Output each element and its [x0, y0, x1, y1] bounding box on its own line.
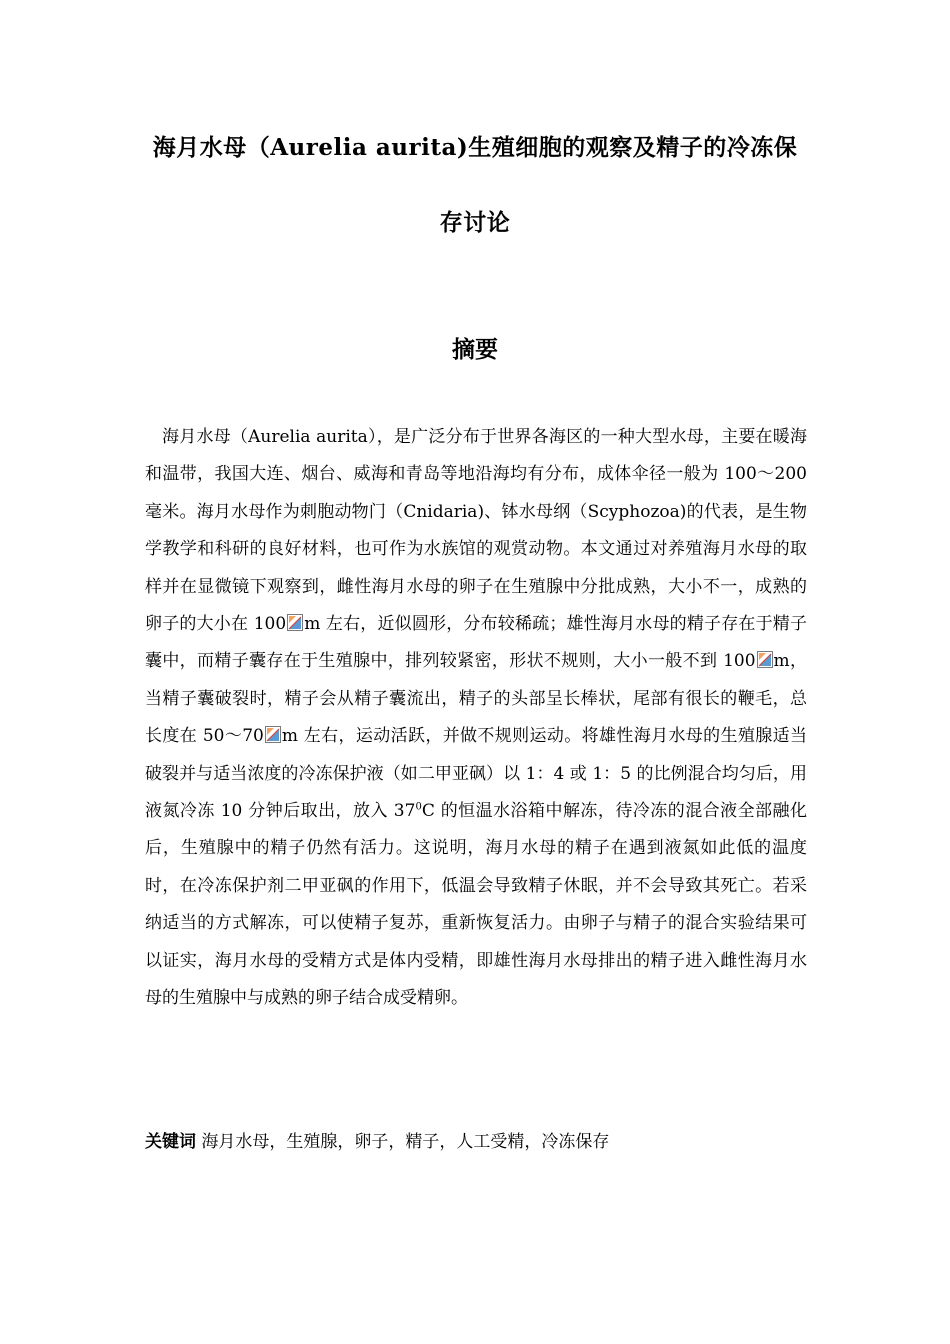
broken-image-icon [265, 726, 281, 743]
abstract-heading: 摘要 [452, 336, 498, 363]
abstract-text-segment: C 的恒温水浴箱中解冻，待冷冻的混合液全部融化后，生殖腺中的精子仍然有活力。这说明，海月水母的精子在遇到液氮如此低的温度时，在冷冻保护剂二甲亚砜的作用下，低温会导致精子休眠，并不会导致其死亡。若采纳适当的方式解冻，可以使精子复苏，重新恢复活力。由卵子与精子的混合实验结果可以证实，海月水母的受精方式是体内受精，即雄性海月水母排出的精子进入雌性海月水母的生殖腺中与成熟的卵子结合成受精卵。 [145, 801, 807, 1009]
keywords-label: 关键词 [145, 1132, 196, 1152]
document-title-line-1: 海月水母（Aurelia aurita)生殖细胞的观察及精子的冷冻保 [152, 134, 798, 161]
abstract-text-segment: m 左右，运动活跃，并做不规则运动。将雄性海月水母的生殖腺适当破裂并与适当浓度的冷冻保护液（如二甲亚砜）以 1：4 或 1：5 的比例混合均匀后，用液氮冷冻 10 分钟后取出，放入 37 [145, 726, 808, 822]
abstract-text-segment: m，当精子囊破裂时，精子会从精子囊流出，精子的头部呈长棒状，尾部有很长的鞭毛，总长度在 50～70 [145, 651, 807, 747]
document-title-line-2: 存讨论 [439, 209, 511, 236]
broken-image-icon [757, 651, 773, 668]
keywords-text: 海月水母，生殖腺，卵子，精子，人工受精，冷冻保存 [196, 1132, 610, 1152]
abstract-text-segment: 海月水母（Aurelia aurita），是广泛分布于世界各海区的一种大型水母，主要在暖海和温带，我国大连、烟台、威海和青岛等地沿海均有分布，成体伞径一般为 100～200 毫米。海月水母作为刺胞动物门（Cnidaria)、钵水母纲（Scyphozoa)的代表，是生物学教学和科研的良好材料，也可作为水族馆的观赏动物。本文通过对养殖海月水母的取样并在显微镜下观察到，雌性海月水母的卵子在生殖腺中分批成熟，大小不一，成熟的卵子的大小在 100 [145, 427, 807, 635]
broken-image-icon [287, 614, 303, 631]
abstract-text-segment: m 左右，近似圆形，分布较稀疏；雄性海月水母的精子存在于精子囊中，而精子囊存在于生殖腺中，排列较紧密，形状不规则，大小一般不到 100 [145, 614, 807, 672]
superscript-degree: 0 [415, 801, 422, 813]
abstract-paragraph [145, 419, 807, 1018]
keywords-line [145, 1124, 807, 1161]
